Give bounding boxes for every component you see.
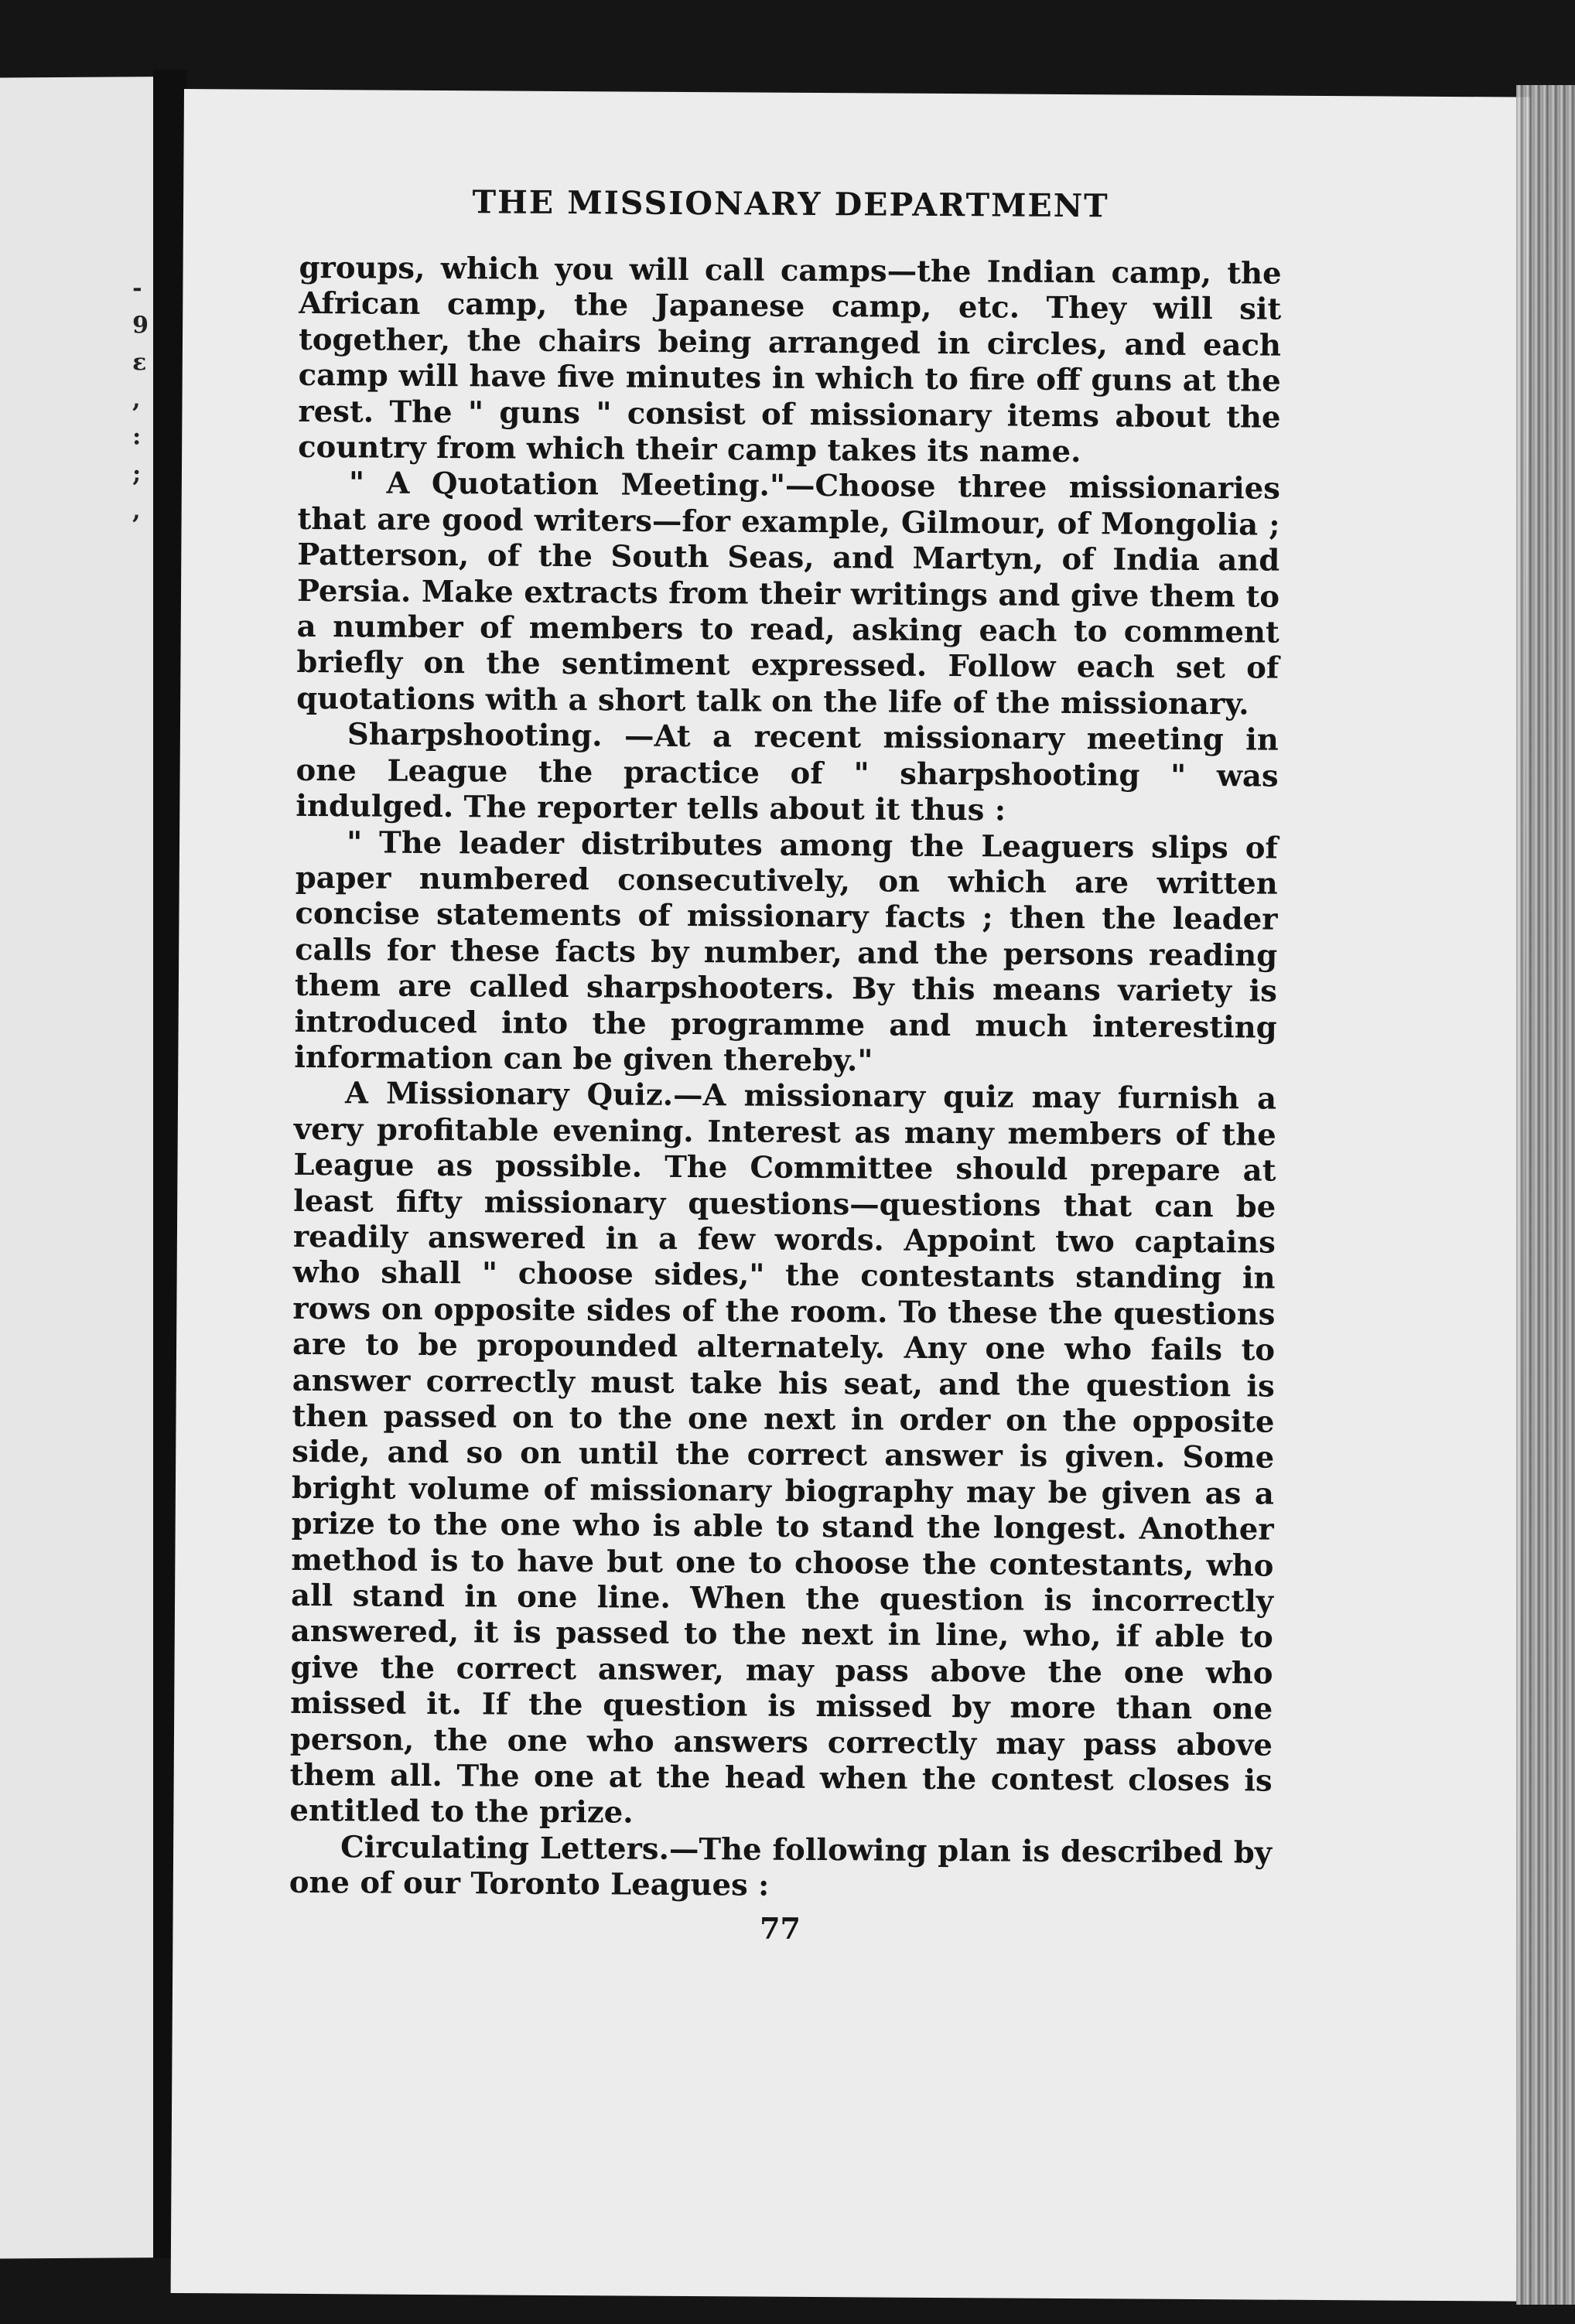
- page-stack-edge: [1516, 85, 1575, 2305]
- left-page-edge-characters: - 9 ε , : ; ,: [132, 275, 149, 525]
- left-page-edge: [0, 77, 155, 2259]
- paragraph-sharpshooting: [296, 717, 1279, 831]
- heading-missionary-quiz: A Missionary Quiz.: [344, 1076, 674, 1114]
- paragraph-camps: groups, which you will call camps—the Indian camp, the African camp, the Japanese camp, etc. They will sit together, the chairs being arranged in circles, and each camp will have five minutes in which to fire off guns at the rest. The " guns " consist of missionary items about the country from which their camp takes its name.: [298, 250, 1282, 470]
- text-sharpshooting: —At a recent missionary meeting in one League the practice of " sharpshooting " was indulged. The reporter tells about it thus :: [296, 718, 1279, 828]
- paragraph-quotation-meeting: [296, 466, 1280, 723]
- text-missionary-quiz: —A missionary quiz may furnish a very profitable evening. Interest as many members of the League as possible. The Committee should prepare at least fifty missionary questions—questions that can be readily answered in a few words. Appoint two captains who shall " choose sides," the contestants standing in rows on opposite sides of the room. To these the questions are to be propounded alternately. Any one who fails to answer correctly must take his seat, and the question is then passed on to the one next in order on the opposite side, and so on until the correct answer is given. Some bright volume of missionary biography may be given as a prize to the one who is able to stand the longest. Another method is to have but one to choose the contestants, who all stand in one line. When the question is incorrectly answered, it is passed to the next in line, who, if able to give the correct answer, may pass above the one who missed it. If the question is missed by more than one person, the one who answers correctly may pass above them all. The one at the head when the contest closes is entitled to the prize.: [289, 1078, 1277, 1831]
- paragraph-missionary-quiz: [289, 1076, 1276, 1835]
- running-head: THE MISSIONARY DEPARTMENT: [472, 183, 1109, 225]
- page-number: 77: [759, 1910, 801, 1946]
- heading-quotation-meeting: " A Quotation Meeting.": [348, 466, 786, 504]
- text-quotation-meeting: —Choose three missionaries that are good writers—for example, Gilmour, of Mongolia ; Patterson, of the South Seas, and Martyn, of India and Persia. Make extracts from their writings and give them to a number of members to read, asking each to comment briefly on the sentiment expressed. Follow each set of quotations with a short talk on the life of the missionary.: [296, 469, 1281, 722]
- heading-circulating-letters: Circulating Letters.: [340, 1830, 670, 1867]
- book-page: [171, 89, 1530, 2302]
- paragraph-quoted-report: " The leader distributes among the Leaguers slips of paper numbered consecutively, on which are written concise statements of missionary facts ; then the leader calls for these facts by number, and the persons reading them are called sharpshooters. By this means variety is introduced into the programme and much interesting information can be given thereby.": [294, 824, 1279, 1079]
- heading-sharpshooting: Sharpshooting.: [347, 717, 603, 754]
- text-block: [289, 183, 1282, 1948]
- paragraph-circulating-letters: [289, 1830, 1273, 1908]
- text-circulating-letters: —The following plan is described by one of our Toronto Leagues :: [289, 1831, 1273, 1903]
